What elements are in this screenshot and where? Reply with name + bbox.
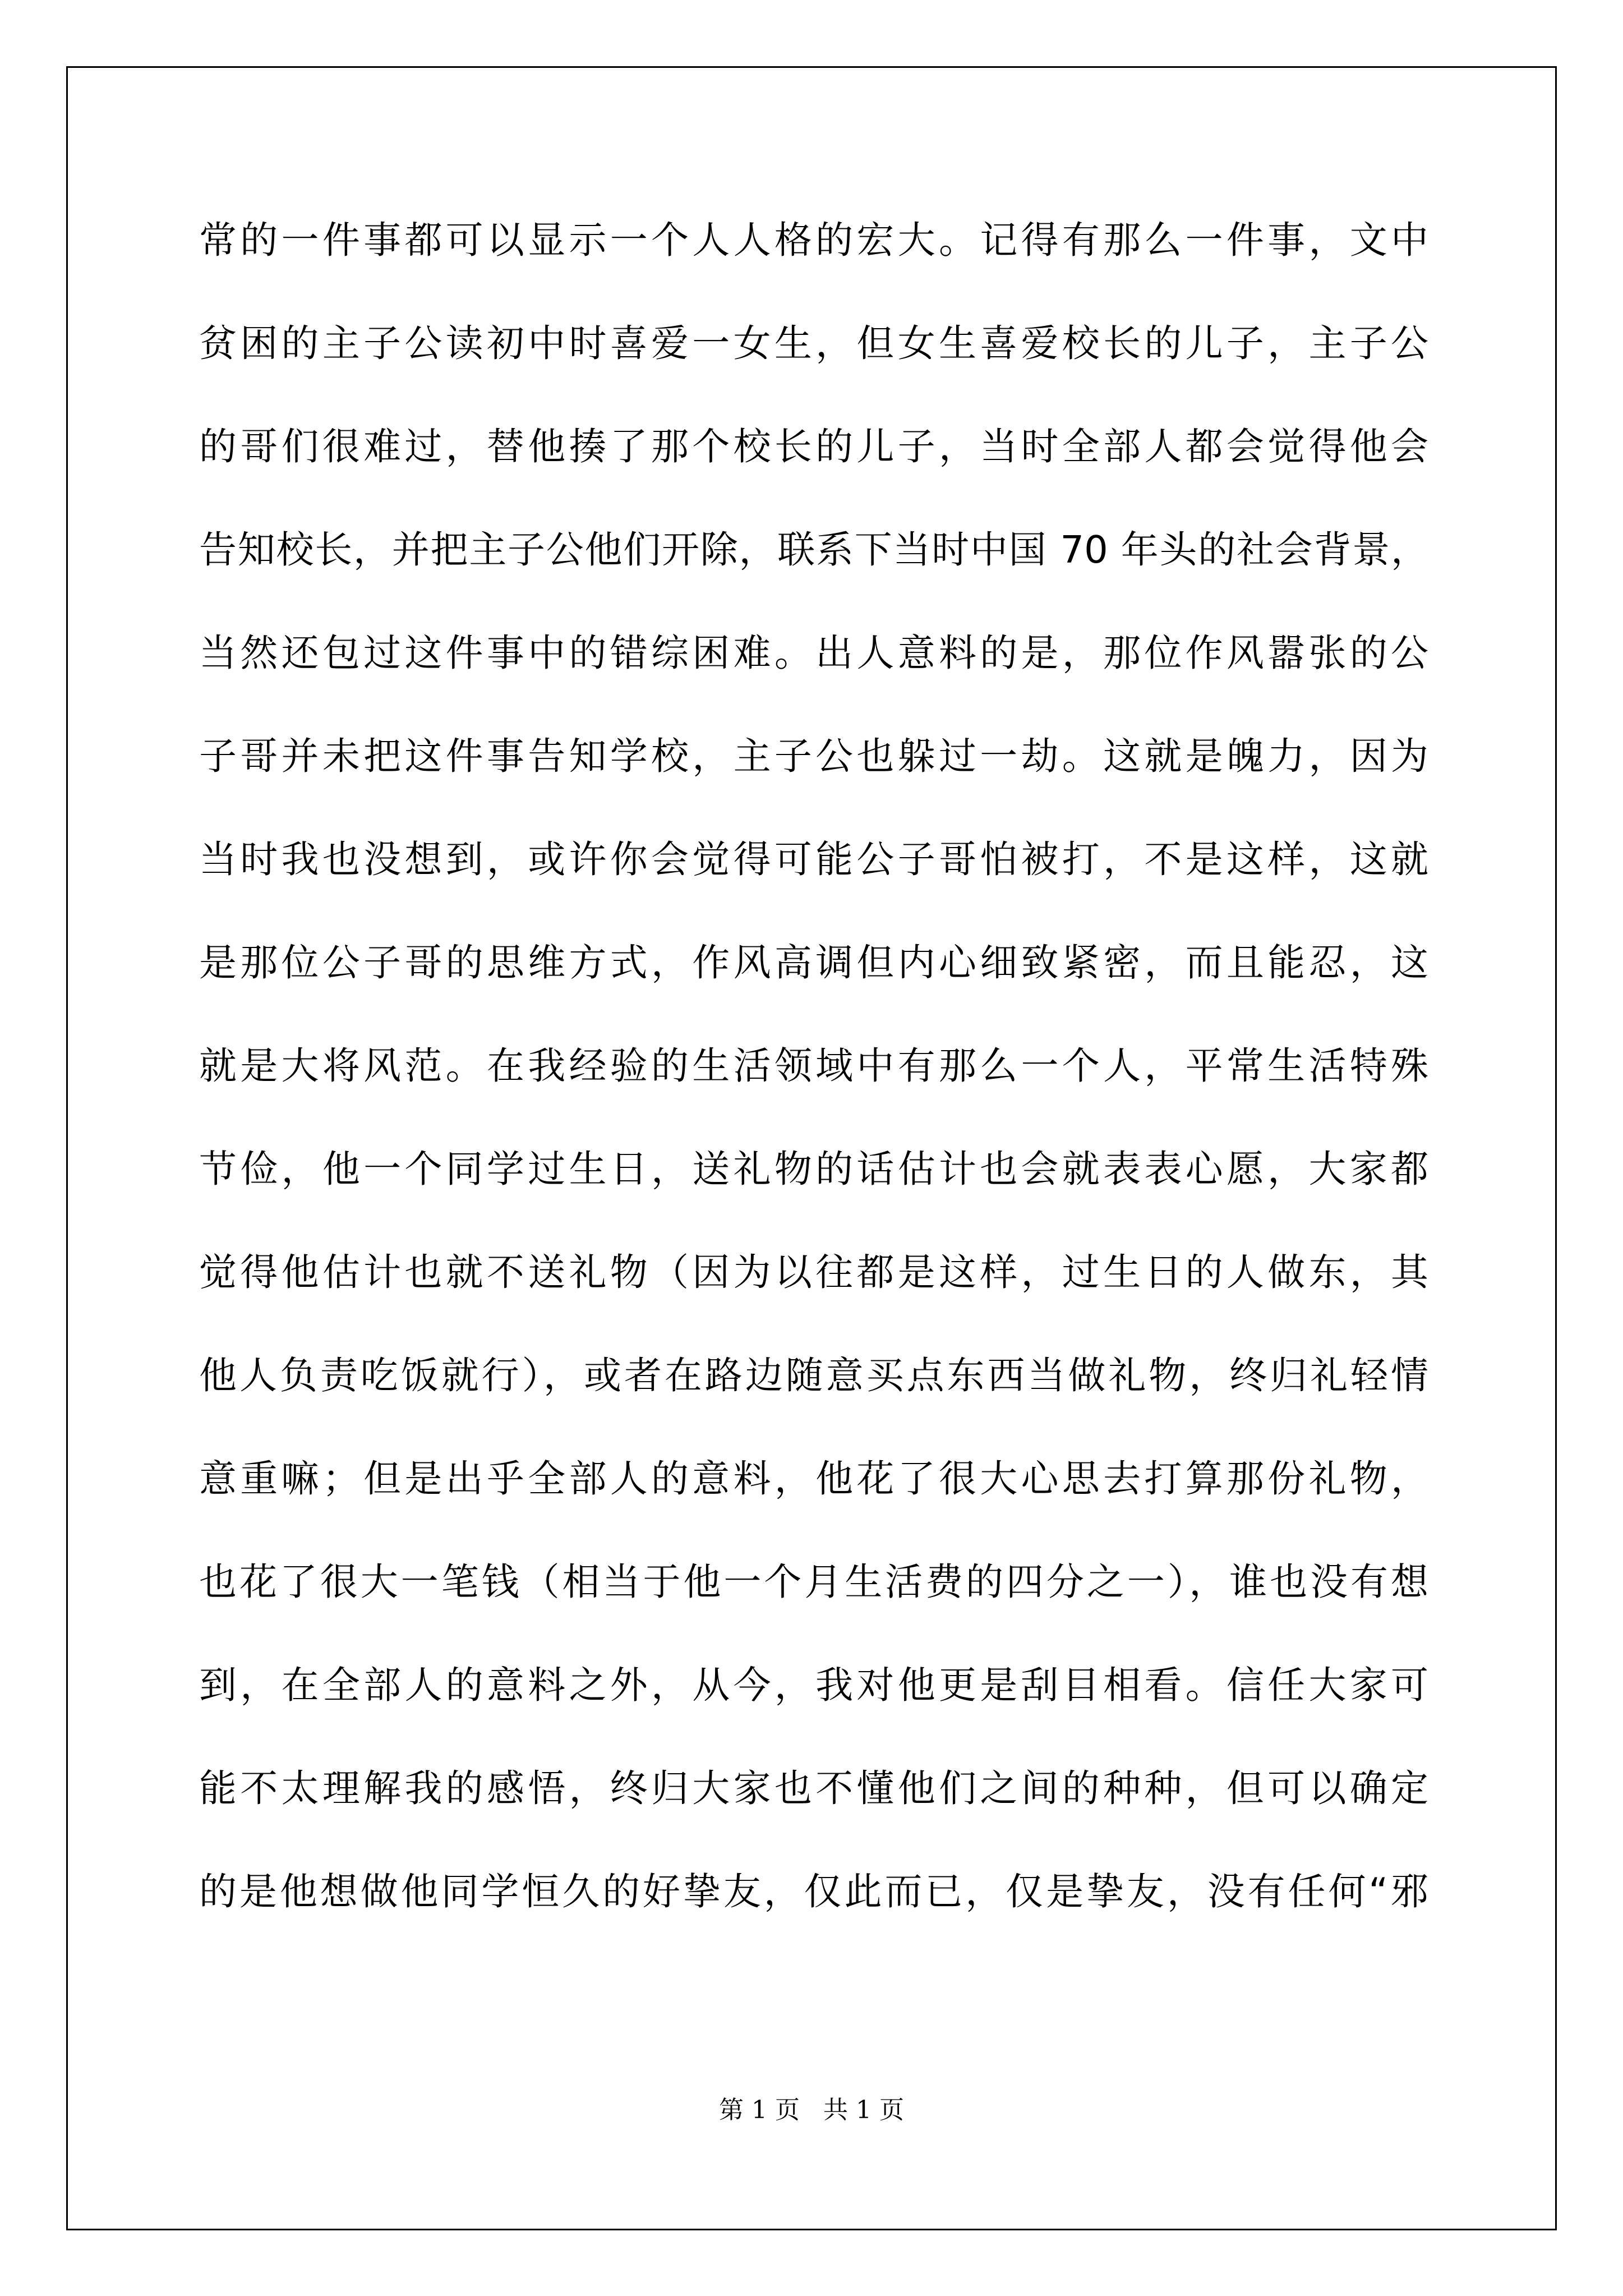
text-line: 能不太理解我的感悟，终归大家也不懂他们之间的种种，但可以确定 xyxy=(199,1766,1428,1810)
text-line: 节俭，他一个同学过生日，送礼物的话估计也会就表表心愿，大家都 xyxy=(199,1147,1428,1191)
text-line: 子哥并未把这件事告知学校，主子公也躲过一劫。这就是魄力，因为 xyxy=(199,734,1428,778)
text-line: 的是他想做他同学恒久的好挚友，仅此而已，仅是挚友，没有任何“邪 xyxy=(199,1870,1428,1913)
text-line: 是那位公子哥的思维方式，作风高调但内心细致紧密，而且能忍，这 xyxy=(199,941,1428,984)
text-line: 常的一件事都可以显示一个人人格的宏大。记得有那么一件事，文中 xyxy=(199,218,1428,262)
text-line: 到，在全部人的意料之外，从今，我对他更是刮目相看。信任大家可 xyxy=(199,1663,1428,1707)
text-line: 意重嘛；但是出乎全部人的意料，他花了很大心思去打算那份礼物， xyxy=(199,1457,1428,1501)
text-line: 也花了很大一笔钱（相当于他一个月生活费的四分之一），谁也没有想 xyxy=(199,1560,1428,1604)
text-line: 就是大将风范。在我经验的生活领域中有那么一个人，平常生活特殊 xyxy=(199,1044,1428,1088)
text-line: 当时我也没想到，或许你会觉得可能公子哥怕被打，不是这样，这就 xyxy=(199,838,1428,881)
text-line: 告知校长，并把主子公他们开除，联系下当时中国 70 年头的社会背景， xyxy=(199,528,1428,572)
text-line: 他人负责吃饭就行），或者在路边随意买点东西当做礼物，终归礼轻情 xyxy=(199,1354,1428,1397)
text-line: 当然还包过这件事中的错综困难。出人意料的是，那位作风嚣张的公 xyxy=(199,631,1428,675)
text-line: 贫困的主子公读初中时喜爱一女生，但女生喜爱校长的儿子，主子公 xyxy=(199,321,1428,365)
text-line: 觉得他估计也就不送礼物（因为以往都是这样，过生日的人做东，其 xyxy=(199,1250,1428,1294)
page-footer: 第 1 页 共 1 页 xyxy=(719,2096,904,2124)
text-line: 的哥们很难过，替他揍了那个校长的儿子，当时全部人都会觉得他会 xyxy=(199,425,1428,468)
